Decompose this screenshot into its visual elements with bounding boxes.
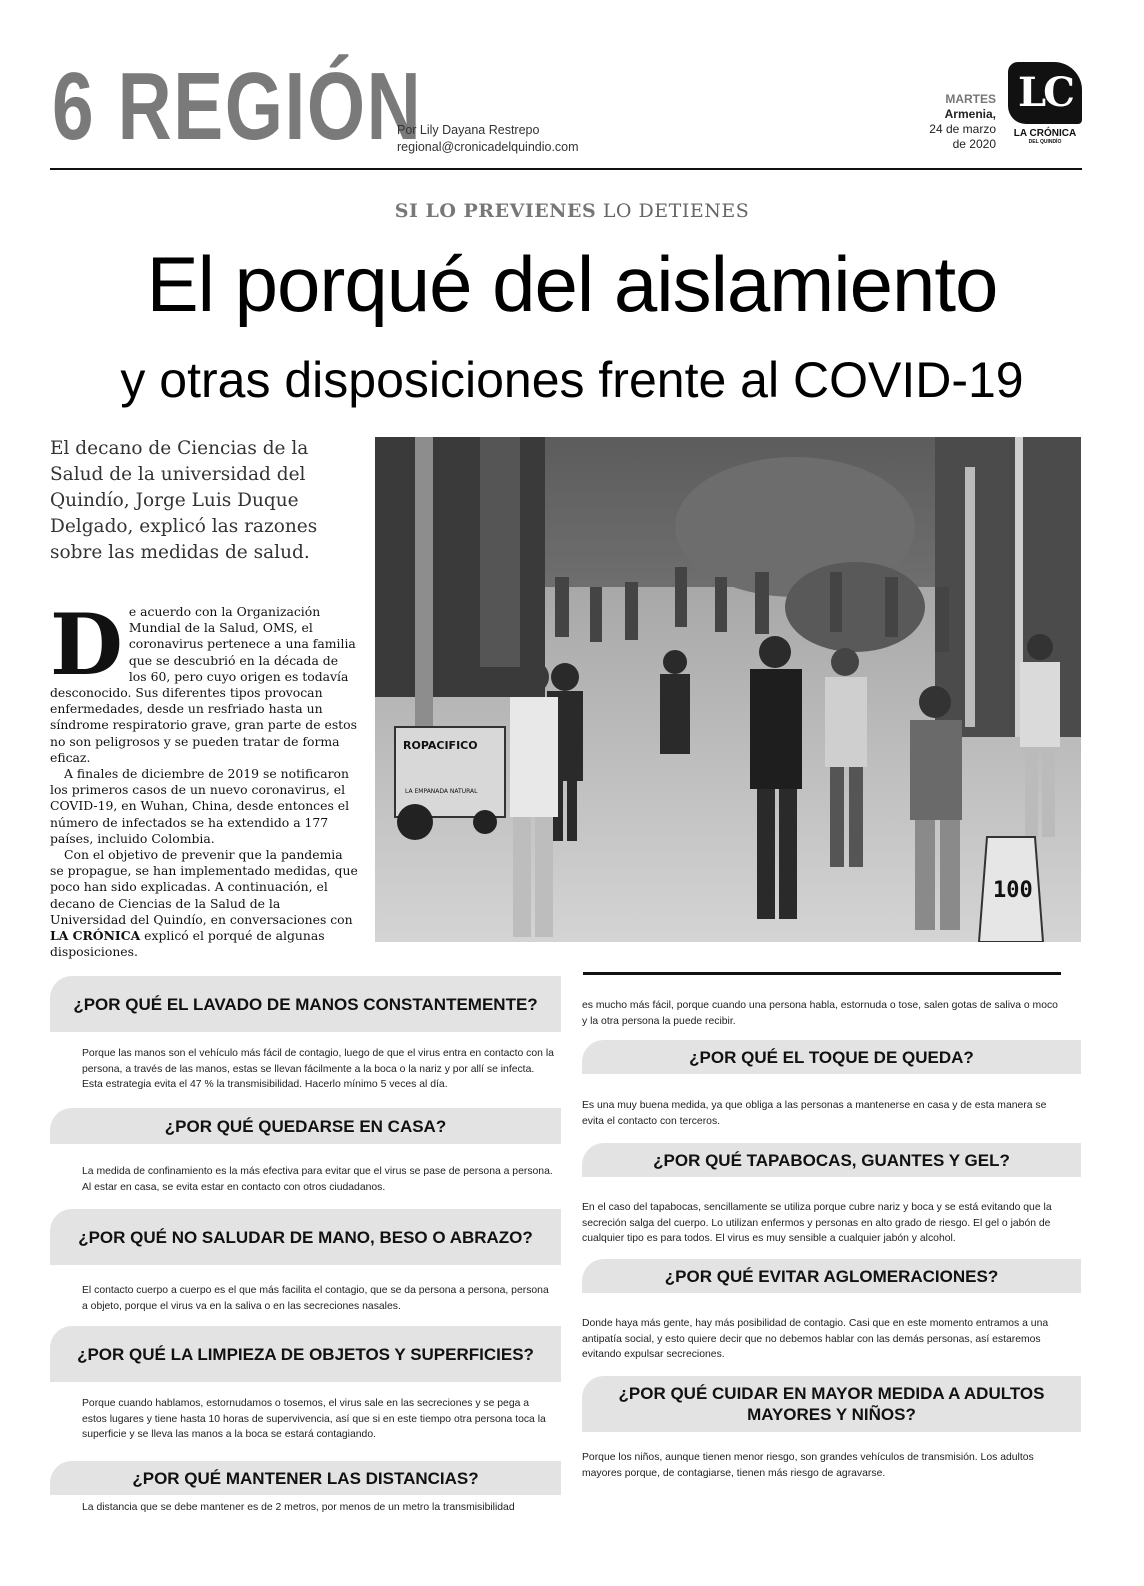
masthead-rule — [50, 168, 1082, 170]
answer-text: La distancia que se debe mantener es de 2 metros, por menos de un metro la transmisibilidad — [82, 1502, 515, 1513]
question-heading: ¿POR QUÉ CUIDAR EN MAYOR MEDIDA A ADULTOS MAYORES Y NIÑOS? — [582, 1376, 1081, 1432]
cart-subsign: LA EMPANADA NATURAL — [405, 788, 478, 795]
answer-text: La medida de confinamiento es la más efectiva para evitar que el virus se pase de persona a persona. Al estar en casa, se evita estar en contacto con otros ciudadanos. — [82, 1166, 553, 1193]
city: Armenia, — [944, 107, 996, 121]
question-heading: ¿POR QUÉ TAPABOCAS, GUANTES Y GEL? — [582, 1143, 1081, 1177]
date-line-1: 24 de marzo — [929, 122, 996, 136]
kicker-bold: SI LO PREVIENES — [394, 200, 597, 222]
question-heading: ¿POR QUÉ EVITAR AGLOMERACIONES? — [582, 1259, 1081, 1293]
drop-cap: D — [50, 595, 123, 694]
kicker-rest: LO DETIENES — [602, 200, 750, 222]
paragraph-2: A finales de diciembre de 2019 se notificaron los primeros casos de un nuevo coronavirus, el COVID-19, en Wuhan, China, desde entonces el número de infectados se ha extendido a 177 países, incluido Colombia. — [50, 766, 350, 846]
answer-text: Porque los niños, aunque tienen menor riesgo, son grandes vehículos de transmisión. Los adultos mayores porque, de contagiarse, tienen más riesgo de agravarse. — [582, 1452, 1034, 1479]
headline: El porqué del aislamiento — [146, 240, 998, 328]
cart-sign: ROPACIFICO — [403, 739, 478, 752]
lede: El decano de Ciencias de la Salud de la universidad del Quindío, Jorge Luis Duque Delgado, explicó las razones sobre las medidas de salud. — [50, 438, 318, 563]
paragraph-3-b: explicó el porqué de algunas disposiciones. — [50, 928, 325, 960]
answer-text: En el caso del tapabocas, sencillamente se utiliza porque cubre nariz y boca y se está evitando que la secreción salga del cuerpo. Lo utilizan enfermos y personas en alto grado de riesgo. El gel o jabón de cualquier tipo es para todos. El virus es muy sensible a cualquier jabón y alcohol. — [582, 1202, 1052, 1244]
street-photo — [375, 437, 1081, 942]
answer-text: Porque cuando hablamos, estornudamos o tosemos, el virus sale en las secreciones y se pega a estos lugares y tiene hasta 10 horas de supervivencia, así que si en este tiempo otra persona toca la superficie y se lleva las manos a la boca se estará contagiando. — [82, 1398, 546, 1440]
weekday: MARTES — [945, 92, 996, 106]
logo-name: LA CRÓNICA — [1013, 128, 1077, 139]
question-heading: ¿POR QUÉ MANTENER LAS DISTANCIAS? — [50, 1461, 561, 1495]
photo-illustration — [375, 437, 1081, 942]
answer-text: Donde haya más gente, hay más posibilidad de contagio. Casi que en este momento entramos a una antipatía social, y esto quiere decir que no debemos hablar con las demás personas, así estaremos evitando expulsar secreciones. — [582, 1318, 1049, 1360]
article-body — [50, 595, 358, 960]
logo-mark: LC — [1008, 62, 1082, 124]
question-heading: ¿POR QUÉ EL LAVADO DE MANOS CONSTANTEMENTE? — [50, 976, 561, 1032]
logo-subname: DEL QUINDÍO — [1028, 139, 1062, 145]
paragraph-3-a: Con el objetivo de prevenir que la pandemia se propague, se han implementado medidas, que poco han sido explicadas. A continuación, el decano de Ciencias de la Salud de la Universidad del Quindío, en conversaciones con — [50, 847, 358, 927]
answer-text: Porque las manos son el vehículo más fácil de contagio, luego de que el virus entra en contacto con la persona, a través de las manos, estas se llevan fácilmente a la boca o la nariz y por allí se infecta. Esta estrategia evita el 47 % la transmisibilidad. Hacerlo mínimo 5 veces al día. — [82, 1048, 554, 1090]
paragraph-3-bold: LA CRÓNICA — [50, 928, 141, 944]
paragraph-1 — [50, 595, 358, 766]
byline — [397, 122, 579, 156]
author: Por Lily Dayana Restrepo — [397, 123, 540, 137]
answer-continuation: es mucho más fácil, porque cuando una persona habla, estornuda o tose, salen gotas de saliva o moco y la otra persona la puede recibir. — [582, 1000, 1058, 1027]
kicker — [0, 200, 1144, 222]
question-heading: ¿POR QUÉ QUEDARSE EN CASA? — [50, 1108, 561, 1144]
section-title: 6 REGIÓN — [52, 53, 423, 160]
column-rule — [583, 972, 1061, 975]
paragraph-3 — [50, 847, 358, 960]
newspaper-logo — [1008, 62, 1082, 145]
date-line-2: de 2020 — [952, 137, 996, 151]
question-heading: ¿POR QUÉ LA LIMPIEZA DE OBJETOS Y SUPERFICIES? — [50, 1326, 561, 1382]
answer-text: Es una muy buena medida, ya que obliga a las personas a mantenerse en casa y de esta manera se evita el contacto con terceros. — [582, 1100, 1047, 1127]
question-heading: ¿POR QUÉ EL TOQUE DE QUEDA? — [582, 1040, 1081, 1074]
paragraph-1-text: e acuerdo con la Organización Mundial de la Salud, OMS, el coronavirus pertenece a una familia que se descubrió en la década de los 60, pero cuyo origen es todavía desconocido. Sus diferentes tipos provocan enfermedades, desde un resfriado hasta un síndrome respiratorio grave, gran parte de estos no son peligrosos y se pueden tratar de forma eficaz. — [50, 604, 357, 765]
subheadline: y otras disposiciones frente al COVID-19 — [120, 352, 1024, 408]
answer-text: El contacto cuerpo a cuerpo es el que más facilita el contagio, que se da persona a persona, persona a objeto, porque el virus va en la saliva o en las secreciones nasales. — [82, 1285, 549, 1312]
question-heading: ¿POR QUÉ NO SALUDAR DE MANO, BESO O ABRAZO? — [50, 1209, 561, 1265]
number-sign: 100 — [993, 878, 1033, 903]
dateline — [929, 92, 996, 152]
author-email: regional@cronicadelquindio.com — [397, 140, 579, 154]
